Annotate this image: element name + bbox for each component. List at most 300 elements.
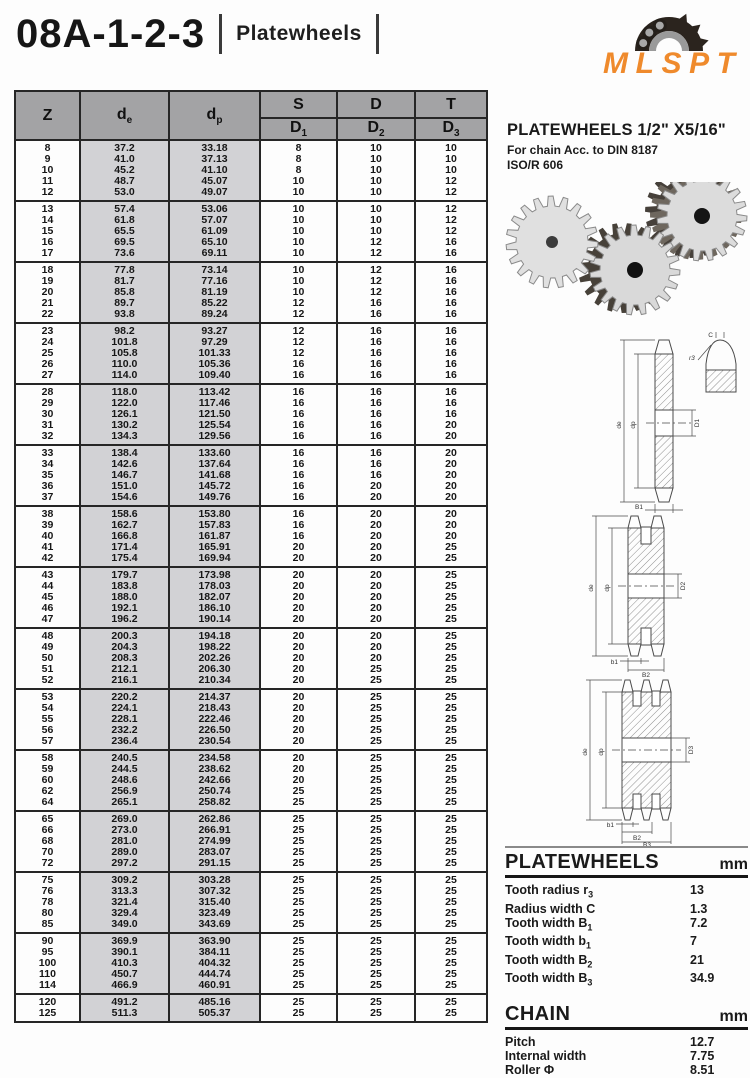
sprocket-photo-single bbox=[506, 196, 598, 288]
table-row bbox=[15, 653, 487, 664]
table-cell: 265.1 bbox=[80, 797, 169, 811]
table-cell: 232.2 bbox=[80, 725, 169, 736]
table-cell: 12 bbox=[415, 187, 487, 201]
table-cell: 25 bbox=[337, 1008, 415, 1022]
table-cell: 20 bbox=[337, 581, 415, 592]
table-cell: 262.86 bbox=[169, 811, 260, 825]
table-cell: 16 bbox=[260, 492, 337, 506]
dim-label-de: de bbox=[588, 584, 595, 592]
table-cell: 25 bbox=[415, 542, 487, 553]
table-cell: 25 bbox=[415, 642, 487, 653]
table-cell: 244.5 bbox=[80, 764, 169, 775]
table-row bbox=[15, 642, 487, 653]
table-cell: 126.1 bbox=[80, 409, 169, 420]
table-cell: 10 bbox=[260, 176, 337, 187]
table-cell: 188.0 bbox=[80, 592, 169, 603]
table-cell: 25 bbox=[337, 736, 415, 750]
table-cell: 25 bbox=[415, 581, 487, 592]
table-cell: 17 bbox=[15, 248, 80, 262]
table-cell: 20 bbox=[337, 653, 415, 664]
table-cell: 212.1 bbox=[80, 664, 169, 675]
table-cell: 76 bbox=[15, 886, 80, 897]
table-cell: 165.91 bbox=[169, 542, 260, 553]
table-cell: 25 bbox=[260, 933, 337, 947]
table-cell: 16 bbox=[260, 445, 337, 459]
drawing-triple-platewheel bbox=[540, 672, 750, 847]
table-cell: 25 bbox=[260, 919, 337, 933]
table-cell: 25 bbox=[415, 919, 487, 933]
table-row bbox=[15, 248, 487, 262]
table-cell: 16 bbox=[15, 237, 80, 248]
table-cell: 25 bbox=[415, 689, 487, 703]
table-cell: 16 bbox=[260, 409, 337, 420]
table-cell: 25 bbox=[415, 811, 487, 825]
table-cell: 44 bbox=[15, 581, 80, 592]
table-row bbox=[15, 359, 487, 370]
table-cell: 25 bbox=[415, 969, 487, 980]
table-cell: 20 bbox=[260, 714, 337, 725]
dim-label-c: C bbox=[708, 332, 713, 339]
table-row bbox=[15, 298, 487, 309]
table-cell: 72 bbox=[15, 858, 80, 872]
table-cell: 289.0 bbox=[80, 847, 169, 858]
table-cell: 222.46 bbox=[169, 714, 260, 725]
table-cell: 12 bbox=[260, 309, 337, 323]
col-header-de: $d_e$ bbox=[80, 91, 169, 140]
table-cell: 43 bbox=[15, 567, 80, 581]
table-cell: 8 bbox=[260, 165, 337, 176]
table-cell: 16 bbox=[260, 420, 337, 431]
table-cell: 273.0 bbox=[80, 825, 169, 836]
table-cell: 25 bbox=[337, 750, 415, 764]
table-cell: 291.15 bbox=[169, 858, 260, 872]
dim-label-b2: B2 bbox=[633, 835, 641, 842]
table-row bbox=[15, 919, 487, 933]
dim-label-de: de bbox=[616, 421, 623, 429]
table-cell: 16 bbox=[337, 370, 415, 384]
side-subline-1: For chain Acc. to DIN 8187 bbox=[507, 143, 658, 157]
table-cell: 105.8 bbox=[80, 348, 169, 359]
table-cell: 444.74 bbox=[169, 969, 260, 980]
table-cell: 173.98 bbox=[169, 567, 260, 581]
table-row bbox=[15, 140, 487, 154]
table-cell: 204.3 bbox=[80, 642, 169, 653]
table-row bbox=[15, 542, 487, 553]
table-cell: 16 bbox=[415, 370, 487, 384]
table-cell: 56 bbox=[15, 725, 80, 736]
table-cell: 25 bbox=[337, 958, 415, 969]
table-row bbox=[15, 775, 487, 786]
table-cell: 64 bbox=[15, 797, 80, 811]
table-cell: 25 bbox=[260, 908, 337, 919]
table-cell: 25 bbox=[260, 897, 337, 908]
table-cell: 25 bbox=[260, 811, 337, 825]
table-cell: 8 bbox=[260, 154, 337, 165]
dim-label-dp: dp bbox=[630, 421, 637, 429]
table-cell: 154.6 bbox=[80, 492, 169, 506]
table-cell: 20 bbox=[260, 567, 337, 581]
table-cell: 20 bbox=[260, 664, 337, 675]
table-cell: 10 bbox=[415, 165, 487, 176]
table-cell: 101.33 bbox=[169, 348, 260, 359]
table-cell: 450.7 bbox=[80, 969, 169, 980]
table-row bbox=[15, 226, 487, 237]
table-cell: 206.30 bbox=[169, 664, 260, 675]
table-row bbox=[15, 664, 487, 675]
platewheels-spec-unit: mm bbox=[719, 856, 748, 873]
table-row bbox=[15, 276, 487, 287]
table-group bbox=[15, 201, 487, 262]
table-cell: 75 bbox=[15, 872, 80, 886]
table-cell: 81.19 bbox=[169, 287, 260, 298]
table-row bbox=[15, 714, 487, 725]
table-cell: 20 bbox=[260, 592, 337, 603]
table-cell: 20 bbox=[260, 775, 337, 786]
table-cell: 162.7 bbox=[80, 520, 169, 531]
table-cell: 16 bbox=[337, 431, 415, 445]
table-cell: 25 bbox=[415, 567, 487, 581]
table-cell: 20 bbox=[415, 445, 487, 459]
table-cell: 16 bbox=[415, 298, 487, 309]
table-cell: 25 bbox=[337, 886, 415, 897]
table-cell: 10 bbox=[337, 187, 415, 201]
platewheels-spec-header bbox=[505, 851, 748, 878]
table-cell: 25 bbox=[337, 858, 415, 872]
table-row bbox=[15, 592, 487, 603]
table-cell: 200.3 bbox=[80, 628, 169, 642]
table-cell: 20 bbox=[260, 689, 337, 703]
table-cell: 80 bbox=[15, 908, 80, 919]
spec-row bbox=[505, 884, 748, 902]
table-cell: 281.0 bbox=[80, 836, 169, 847]
platewheel-dimension-table bbox=[14, 90, 488, 1023]
table-cell: 369.9 bbox=[80, 933, 169, 947]
table-cell: 117.46 bbox=[169, 398, 260, 409]
table-cell: 153.80 bbox=[169, 506, 260, 520]
table-cell: 25 bbox=[260, 994, 337, 1008]
table-cell: 25 bbox=[260, 858, 337, 872]
spec-section bbox=[505, 846, 748, 1078]
table-cell: 349.0 bbox=[80, 919, 169, 933]
table-cell: 25 bbox=[415, 664, 487, 675]
table-cell: 198.22 bbox=[169, 642, 260, 653]
table-cell: 10 bbox=[415, 154, 487, 165]
table-group bbox=[15, 994, 487, 1022]
table-row bbox=[15, 492, 487, 506]
table-cell: 16 bbox=[337, 470, 415, 481]
table-cell: 114.0 bbox=[80, 370, 169, 384]
spec-value: 12.7 bbox=[690, 1034, 715, 1049]
table-row bbox=[15, 736, 487, 750]
table-cell: 61.8 bbox=[80, 215, 169, 226]
table-cell: 12 bbox=[415, 201, 487, 215]
table-cell: 36 bbox=[15, 481, 80, 492]
table-cell: 85.22 bbox=[169, 298, 260, 309]
table-row bbox=[15, 420, 487, 431]
col-header-d2: $D_2$ bbox=[337, 118, 415, 140]
table-row bbox=[15, 725, 487, 736]
table-cell: 10 bbox=[337, 154, 415, 165]
table-cell: 9 bbox=[15, 154, 80, 165]
table-cell: 16 bbox=[415, 384, 487, 398]
table-cell: 25 bbox=[415, 908, 487, 919]
table-cell: 242.66 bbox=[169, 775, 260, 786]
table-cell: 218.43 bbox=[169, 703, 260, 714]
spec-value: 13 bbox=[690, 883, 704, 897]
table-cell: 110.0 bbox=[80, 359, 169, 370]
table-group bbox=[15, 567, 487, 628]
table-group bbox=[15, 140, 487, 201]
table-cell: 25 bbox=[260, 825, 337, 836]
table-cell: 485.16 bbox=[169, 994, 260, 1008]
table-row bbox=[15, 1008, 487, 1022]
table-row bbox=[15, 994, 487, 1008]
table-cell: 25 bbox=[415, 947, 487, 958]
spec-row bbox=[505, 1036, 748, 1049]
table-cell: 315.40 bbox=[169, 897, 260, 908]
table-cell: 10 bbox=[337, 165, 415, 176]
table-group bbox=[15, 628, 487, 689]
table-cell: 196.2 bbox=[80, 614, 169, 628]
table-row bbox=[15, 370, 487, 384]
table-cell: 250.74 bbox=[169, 786, 260, 797]
table-cell: 33 bbox=[15, 445, 80, 459]
table-cell: 70 bbox=[15, 847, 80, 858]
table-cell: 12 bbox=[337, 262, 415, 276]
table-cell: 25 bbox=[415, 1008, 487, 1022]
table-cell: 61.09 bbox=[169, 226, 260, 237]
table-group bbox=[15, 750, 487, 811]
table-cell: 10 bbox=[337, 215, 415, 226]
table-cell: 158.6 bbox=[80, 506, 169, 520]
table-cell: 20 bbox=[415, 520, 487, 531]
col-header-d3: $D_3$ bbox=[415, 118, 487, 140]
table-cell: 321.4 bbox=[80, 897, 169, 908]
table-cell: 20 bbox=[260, 642, 337, 653]
table-row bbox=[15, 262, 487, 276]
table-cell: 50 bbox=[15, 653, 80, 664]
table-cell: 20 bbox=[260, 764, 337, 775]
table-cell: 89.7 bbox=[80, 298, 169, 309]
table-cell: 10 bbox=[260, 287, 337, 298]
table-cell: 129.56 bbox=[169, 431, 260, 445]
table-cell: 37.13 bbox=[169, 154, 260, 165]
spec-label: Tooth width $b_1$ bbox=[505, 934, 592, 951]
table-cell: 25 bbox=[415, 858, 487, 872]
table-cell: 10 bbox=[260, 226, 337, 237]
table-cell: 16 bbox=[260, 520, 337, 531]
table-row bbox=[15, 811, 487, 825]
table-cell: 30 bbox=[15, 409, 80, 420]
table-cell: 25 bbox=[415, 836, 487, 847]
table-cell: 125.54 bbox=[169, 420, 260, 431]
table-cell: 25 bbox=[415, 933, 487, 947]
table-cell: 25 bbox=[337, 811, 415, 825]
table-row bbox=[15, 384, 487, 398]
table-cell: 151.0 bbox=[80, 481, 169, 492]
table-cell: 169.94 bbox=[169, 553, 260, 567]
table-cell: 16 bbox=[415, 248, 487, 262]
table-cell: 12 bbox=[337, 237, 415, 248]
table-cell: 25 bbox=[260, 836, 337, 847]
table-cell: 41.10 bbox=[169, 165, 260, 176]
table-row bbox=[15, 567, 487, 581]
table-cell: 20 bbox=[260, 603, 337, 614]
page-subtitle: Platewheels bbox=[236, 22, 362, 45]
table-cell: 25 bbox=[415, 786, 487, 797]
table-cell: 52 bbox=[15, 675, 80, 689]
table-cell: 73.14 bbox=[169, 262, 260, 276]
spec-value: 1.3 bbox=[690, 901, 708, 916]
table-cell: 85.8 bbox=[80, 287, 169, 298]
table-cell: 24 bbox=[15, 337, 80, 348]
spec-label: Radius width C bbox=[505, 901, 596, 916]
table-cell: 27 bbox=[15, 370, 80, 384]
table-cell: 16 bbox=[337, 298, 415, 309]
table-cell: 234.58 bbox=[169, 750, 260, 764]
table-cell: 114 bbox=[15, 980, 80, 994]
table-cell: 228.1 bbox=[80, 714, 169, 725]
title-divider bbox=[219, 14, 222, 54]
table-cell: 178.03 bbox=[169, 581, 260, 592]
dim-label-d2: D2 bbox=[680, 581, 687, 591]
table-cell: 73.6 bbox=[80, 248, 169, 262]
table-row bbox=[15, 980, 487, 994]
table-cell: 183.8 bbox=[80, 581, 169, 592]
table-cell: 16 bbox=[415, 337, 487, 348]
table-cell: 10 bbox=[415, 140, 487, 154]
table-cell: 105.36 bbox=[169, 359, 260, 370]
dim-label-b1: b1 bbox=[606, 822, 614, 829]
table-cell: 25 bbox=[415, 603, 487, 614]
table-cell: 38 bbox=[15, 506, 80, 520]
table-cell: 137.64 bbox=[169, 459, 260, 470]
table-row bbox=[15, 287, 487, 298]
table-cell: 10 bbox=[260, 237, 337, 248]
table-cell: 220.2 bbox=[80, 689, 169, 703]
table-cell: 138.4 bbox=[80, 445, 169, 459]
table-cell: 25 bbox=[415, 714, 487, 725]
table-row bbox=[15, 958, 487, 969]
table-cell: 25 bbox=[415, 628, 487, 642]
table-cell: 16 bbox=[415, 287, 487, 298]
table-cell: 20 bbox=[260, 703, 337, 714]
table-cell: 120 bbox=[15, 994, 80, 1008]
mlspt-logo bbox=[594, 4, 744, 78]
table-cell: 25 bbox=[260, 947, 337, 958]
table-cell: 53 bbox=[15, 689, 80, 703]
table-row bbox=[15, 237, 487, 248]
spec-label: Tooth width $B_1$ bbox=[505, 915, 593, 932]
table-cell: 25 bbox=[415, 592, 487, 603]
table-cell: 20 bbox=[260, 750, 337, 764]
table-cell: 25 bbox=[415, 750, 487, 764]
table-cell: 53.0 bbox=[80, 187, 169, 201]
table-group bbox=[15, 506, 487, 567]
sprocket-photos bbox=[495, 182, 750, 332]
table-cell: 145.72 bbox=[169, 481, 260, 492]
table-cell: 25 bbox=[260, 886, 337, 897]
table-cell: 18 bbox=[15, 262, 80, 276]
table-cell: 323.49 bbox=[169, 908, 260, 919]
table-cell: 192.1 bbox=[80, 603, 169, 614]
table-cell: 16 bbox=[415, 237, 487, 248]
table-row bbox=[15, 201, 487, 215]
table-row bbox=[15, 553, 487, 567]
table-cell: 16 bbox=[415, 348, 487, 359]
table-cell: 25 bbox=[415, 958, 487, 969]
table-cell: 208.3 bbox=[80, 653, 169, 664]
table-cell: 20 bbox=[337, 531, 415, 542]
table-row bbox=[15, 309, 487, 323]
table-cell: 20 bbox=[337, 481, 415, 492]
table-row bbox=[15, 689, 487, 703]
table-cell: 216.1 bbox=[80, 675, 169, 689]
table-cell: 16 bbox=[337, 409, 415, 420]
chain-spec-unit: mm bbox=[719, 1007, 748, 1025]
table-cell: 125 bbox=[15, 1008, 80, 1022]
spec-row bbox=[505, 903, 748, 916]
table-cell: 214.37 bbox=[169, 689, 260, 703]
table-row bbox=[15, 581, 487, 592]
page-title: 08A-1-2-3 bbox=[16, 11, 206, 56]
table-row bbox=[15, 409, 487, 420]
table-cell: 12 bbox=[15, 187, 80, 201]
table-cell: 25 bbox=[415, 764, 487, 775]
table-row bbox=[15, 215, 487, 226]
spec-label: Pitch bbox=[505, 1034, 536, 1049]
table-cell: 20 bbox=[337, 603, 415, 614]
table-row bbox=[15, 603, 487, 614]
table-row bbox=[15, 506, 487, 520]
table-cell: 69.5 bbox=[80, 237, 169, 248]
table-row bbox=[15, 947, 487, 958]
table-cell: 16 bbox=[337, 445, 415, 459]
table-cell: 110 bbox=[15, 969, 80, 980]
table-cell: 16 bbox=[415, 323, 487, 337]
table-cell: 25 bbox=[260, 786, 337, 797]
table-cell: 12 bbox=[260, 348, 337, 359]
table-cell: 25 bbox=[337, 725, 415, 736]
table-cell: 25 bbox=[415, 797, 487, 811]
table-cell: 190.14 bbox=[169, 614, 260, 628]
table-cell: 59 bbox=[15, 764, 80, 775]
table-cell: 25 bbox=[415, 847, 487, 858]
table-row bbox=[15, 933, 487, 947]
table-cell: 89.24 bbox=[169, 309, 260, 323]
table-cell: 12 bbox=[260, 298, 337, 309]
spec-row bbox=[505, 1050, 748, 1063]
table-row bbox=[15, 531, 487, 542]
dim-label-b1: b1 bbox=[610, 659, 618, 666]
table-cell: 16 bbox=[337, 420, 415, 431]
table-cell: 25 bbox=[337, 825, 415, 836]
table-cell: 98.2 bbox=[80, 323, 169, 337]
dim-label-dp: dp bbox=[604, 584, 611, 592]
table-cell: 49.07 bbox=[169, 187, 260, 201]
table-cell: 390.1 bbox=[80, 947, 169, 958]
table-cell: 25 bbox=[337, 933, 415, 947]
table-cell: 274.99 bbox=[169, 836, 260, 847]
table-cell: 16 bbox=[260, 398, 337, 409]
table-cell: 297.2 bbox=[80, 858, 169, 872]
table-cell: 31 bbox=[15, 420, 80, 431]
table-cell: 16 bbox=[260, 481, 337, 492]
table-cell: 25 bbox=[415, 725, 487, 736]
dim-label-dp: dp bbox=[598, 748, 605, 756]
table-cell: 20 bbox=[415, 420, 487, 431]
table-cell: 303.28 bbox=[169, 872, 260, 886]
